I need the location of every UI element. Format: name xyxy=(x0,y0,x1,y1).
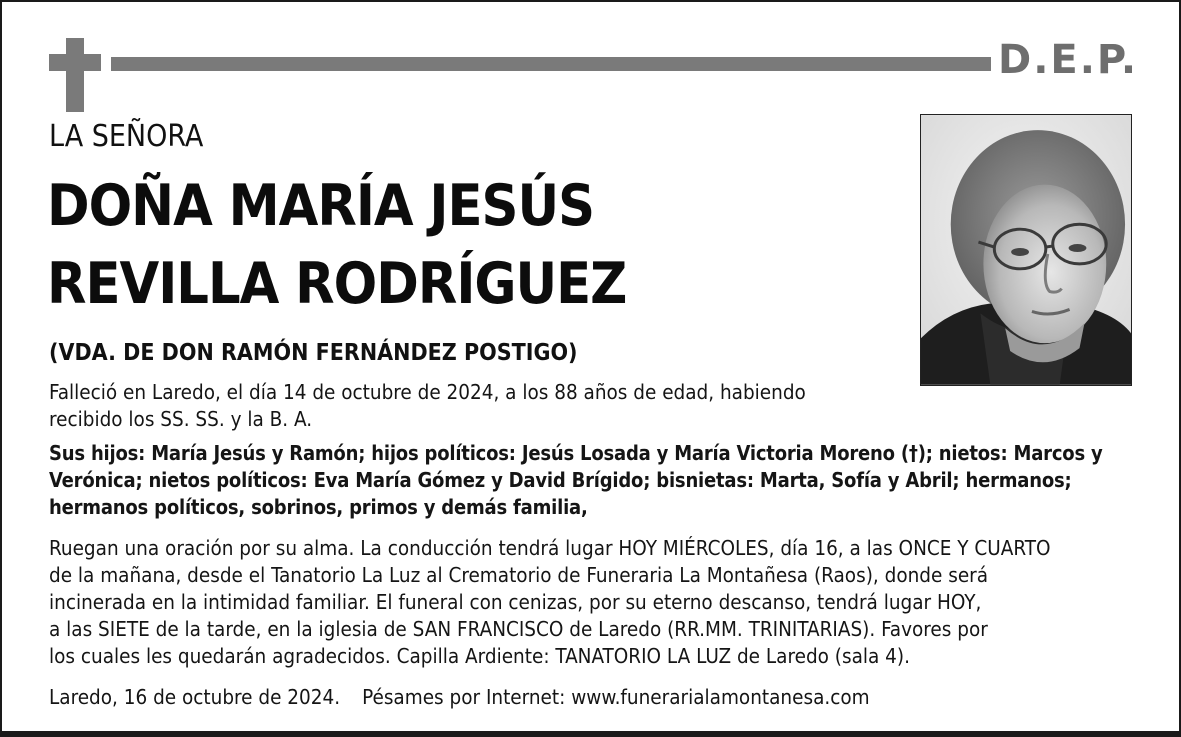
condolences-website: Pésames por Internet: www.funerarialamontanesa.com xyxy=(362,685,870,709)
latin-cross-icon xyxy=(49,38,101,112)
family-line: Sus hijos: María Jesús y Ramón; hijos políticos: Jesús Losada y María Victoria Moreno (†); nietos: Marcos y xyxy=(49,441,1103,465)
place-date: Laredo, 16 de octubre de 2024. xyxy=(49,685,341,709)
ceremony-details xyxy=(49,535,1174,670)
family-list xyxy=(49,440,1164,521)
ceremony-line: a las SIETE de la tarde, en la iglesia de SAN FRANCISCO de Laredo (RR.MM. TRINITARIAS). Favores por xyxy=(49,617,988,641)
deceased-name-line-2: REVILLA RODRÍGUEZ xyxy=(47,251,627,317)
header-divider xyxy=(111,57,991,71)
dep-label: D.E.P. xyxy=(998,37,1139,83)
deceased-name xyxy=(47,167,626,323)
family-line: hermanos políticos, sobrinos, primos y demás familia, xyxy=(49,495,588,519)
honorific: LA SEÑORA xyxy=(49,119,204,154)
ceremony-line: Ruegan una oración por su alma. La conducción tendrá lugar HOY MIÉRCOLES, día 16, a las ONCE Y CUARTO xyxy=(49,536,1051,560)
family-line: Verónica; nietos políticos: Eva María Gómez y David Brígido; bisnietas: Marta, Sofía y Abril; hermanos; xyxy=(49,468,1072,492)
deceased-name-line-1: DOÑA MARÍA JESÚS xyxy=(47,173,595,239)
death-notice-line: recibido los SS. SS. y la B. A. xyxy=(49,407,313,431)
ceremony-line: de la mañana, desde el Tanatorio La Luz al Crematorio de Funeraria La Montañesa (Raos), donde será xyxy=(49,563,989,587)
portrait-photo-icon xyxy=(920,114,1132,386)
death-notice-line: Falleció en Laredo, el día 14 de octubre de 2024, a los 88 años de edad, habiendo xyxy=(49,380,806,404)
death-notice xyxy=(49,379,869,433)
ceremony-line: incinerada en la intimidad familiar. El funeral con cenizas, por su eterno descanso, tendrá lugar HOY, xyxy=(49,590,982,614)
widow-of: (VDA. DE DON RAMÓN FERNÁNDEZ POSTIGO) xyxy=(49,340,578,366)
footer xyxy=(49,684,1149,711)
ceremony-line: los cuales les quedarán agradecidos. Capilla Ardiente: TANATORIO LA LUZ de Laredo (sala 4). xyxy=(49,644,910,668)
